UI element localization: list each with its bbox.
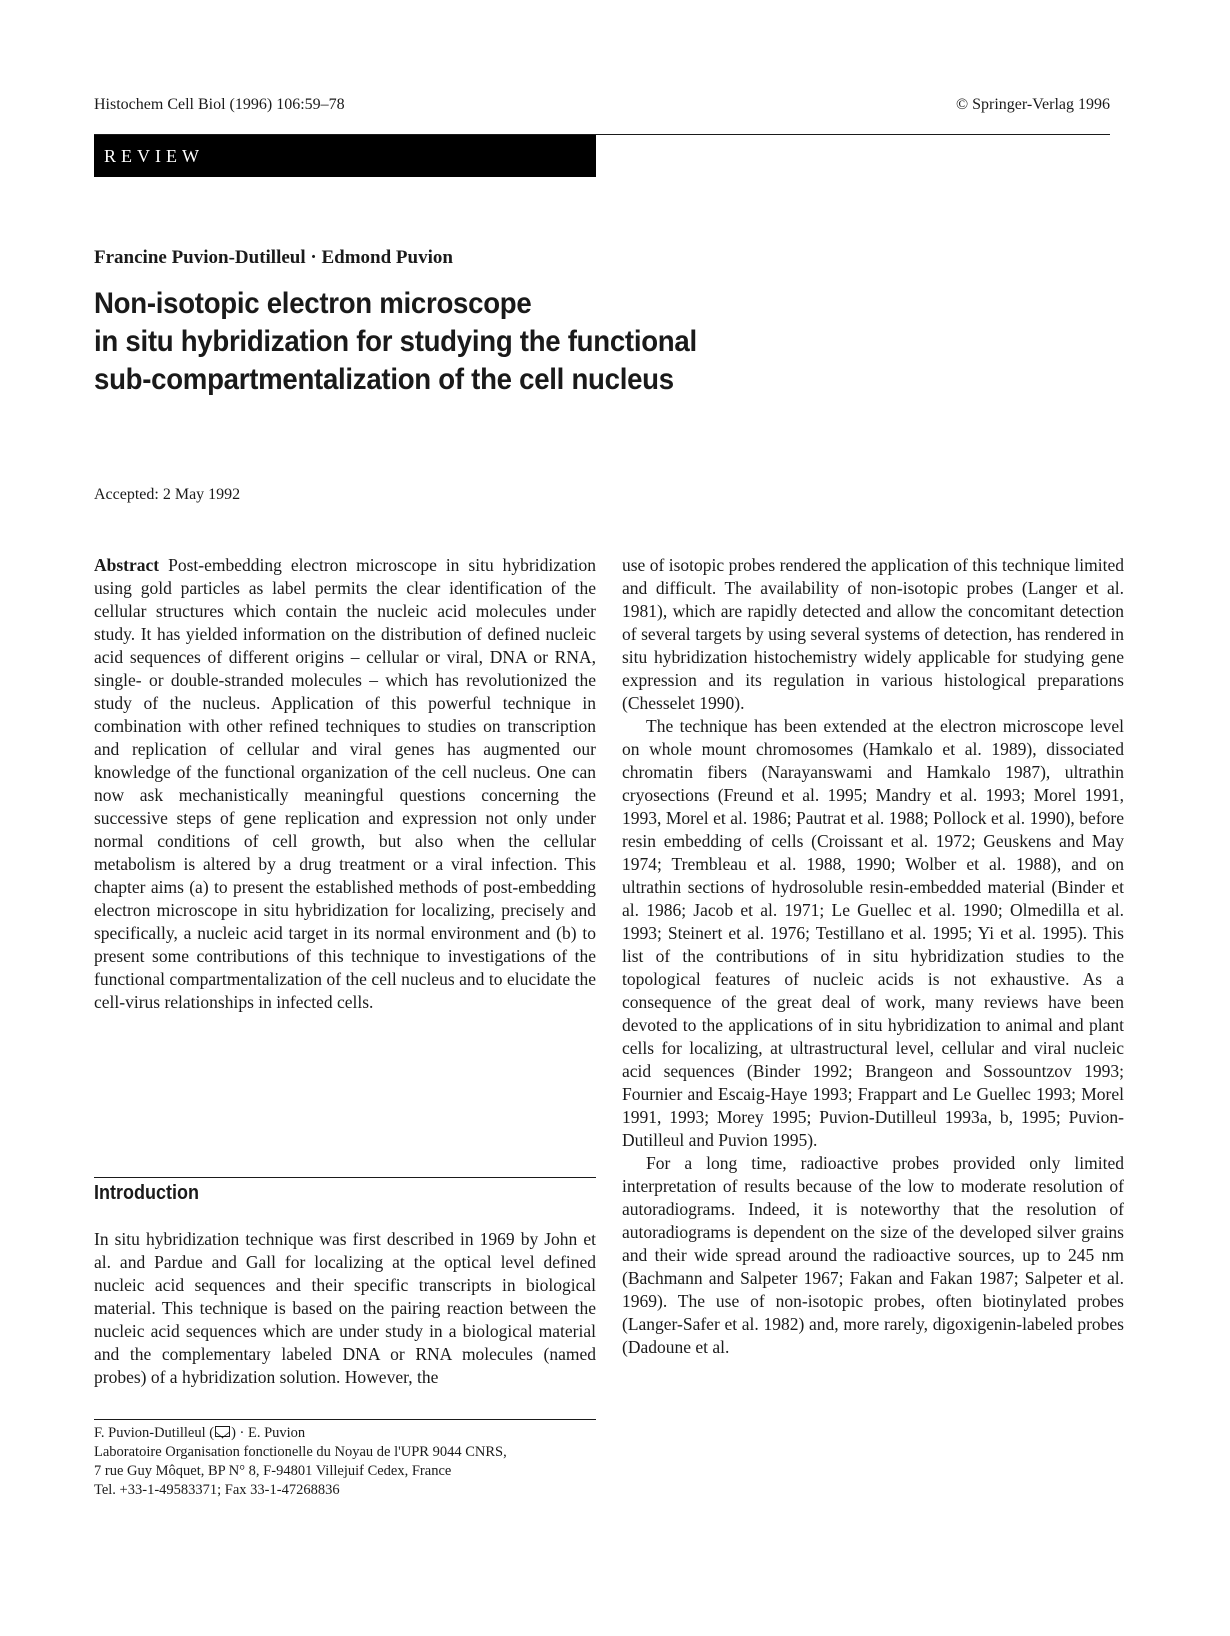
footnote-affiliation: Laboratoire Organisation fonctionelle du Noyau de l'UPR 9044 CNRS, [94, 1444, 507, 1460]
journal-citation: Histochem Cell Biol (1996) 106:59–78 [94, 96, 345, 113]
title-line-1: Non-isotopic electron microscope [94, 287, 532, 320]
accepted-date: Accepted: 2 May 1992 [94, 486, 241, 503]
authors: Francine Puvion-Dutilleul · Edmond Puvion [94, 247, 453, 268]
footnote-address: 7 rue Guy Môquet, BP N° 8, F-94801 Villejuif Cedex, France [94, 1463, 452, 1479]
introduction-paragraph-1-continued: use of isotopic probes rendered the application of this technique limited and difficult. The availability of non-isotopic probes (Langer et al. 1981), which are rapidly detected and allow the concomitant detection of several targets by using several systems of detection, has rendered in situ hybridization histochemistry widely applicable for studying gene expression and its regulation in various histological preparations (Chesselet 1990). [622, 555, 1124, 713]
abstract-label: Abstract [94, 555, 160, 575]
right-column [622, 554, 1124, 1359]
footnote-name-b: ) · E. Puvion [231, 1425, 306, 1441]
footnote-contact: Tel. +33-1-49583371; Fax 33-1-47268836 [94, 1482, 340, 1498]
introduction-paragraph-2: The technique has been extended at the electron microscope level on whole mount chromosomes (Hamkalo et al. 1989), dissociated chromatin fibers (Narayanswami and Hamkalo 1987), ultrathin cryosections (Freund et al. 1995; Mandry et al. 1993; Morel 1991, 1993, Morel et al. 1986; Pautrat et al. 1988; Pollock et al. 1990), before resin embedding of cells (Croissant et al. 1972; Geuskens and May 1974; Trembleau et al. 1988, 1990; Wolber et al. 1988), and on ultrathin sections of hydrosoluble resin-embedded material (Binder et al. 1986; Jacob et al. 1971; Le Guellec et al. 1990; Olmedilla et al. 1993; Steinert et al. 1976; Testillano et al. 1995; Yi et al. 1995). This list of the contributions of in situ hybridization studies to the topological features of nucleic acids is not exhaustive. As a consequence of the great deal of work, many reviews have been devoted to the applications of in situ hybridization to animal and plant cells for localizing, at ultrastructural level, cellular and viral nucleic acid sequences (Binder 1992; Brangeon and Sossountzov 1993; Fournier and Escaig-Haye 1993; Frappart and Le Guellec 1993; Morel 1991, 1993; Morey 1995; Puvion-Dutilleul 1993a, b, 1995; Puvion-Dutilleul and Puvion 1995). [622, 716, 1124, 1150]
section-label: REVIEW [94, 135, 596, 177]
title-line-3: sub-compartmentalization of the cell nucleus [94, 363, 674, 396]
abstract-text: Post-embedding electron microscope in situ hybridization using gold particles as label permits the clear identification of the cellular structures which contain the nucleic acid molecules under study. It has yielded information on the distribution of defined nucleic acid sequences of different origins – cellular or viral, DNA or RNA, single- or double-stranded molecules – which has revolutionized the study of the nucleus. Application of this powerful technique in combination with other refined techniques to studies on transcription and replication of cellular and viral genes has augmented our knowledge of the functional organization of the cell nucleus. One can now ask mechanistically meaningful questions concerning the successive steps of gene replication and expression not only under normal conditions of cell growth, but also when the cellular metabolism is altered by a drug treatment or a viral infection. This chapter aims (a) to present the established methods of post-embedding electron microscope in situ hybridization for localizing, precisely and specifically, a nucleic acid target in its normal environment and (b) to present some contributions of this technique to investigations of the functional compartmentalization of the cell nucleus and to elucidate the cell-virus relationships in infected cells. [94, 555, 596, 1012]
introduction-heading: Introduction [94, 1182, 199, 1204]
section-rule [94, 1177, 596, 1178]
abstract [94, 554, 596, 1014]
envelope-icon [215, 1426, 230, 1437]
introduction-paragraph-3: For a long time, radioactive probes provided only limited interpretation of results because of the low to moderate resolution of autoradiograms. Indeed, it is noteworthy that the resolution of autoradiograms is dependent on the size of the developed silver grains and their wide spread around the radioactive sources, up to 245 nm (Bachmann and Salpeter 1967; Fakan and Fakan 1987; Salpeter et al. 1969). The use of non-isotopic probes, often biotinylated probes (Langer-Safer et al. 1982) and, more rarely, digoxigenin-labeled probes (Dadoune et al. [622, 1153, 1124, 1357]
introduction-paragraph-1: In situ hybridization technique was first described in 1969 by John et al. and Pardue and Gall for localizing at the optical level defined nucleic acid sequences and their specific transcripts in biological material. This technique is based on the pairing reaction between the nucleic acid sequences which are under study in a biological material and the complementary labeled DNA or RNA molecules (named probes) of a hybridization solution. However, the [94, 1229, 596, 1387]
title-line-2: in situ hybridization for studying the functional [94, 325, 697, 358]
introduction-text [94, 1228, 596, 1389]
footnote-name-a: F. Puvion-Dutilleul ( [94, 1425, 215, 1441]
paper-title [94, 285, 848, 399]
footnote-rule [94, 1419, 596, 1420]
author-footnote [94, 1424, 596, 1500]
copyright-notice: © Springer-Verlag 1996 [955, 96, 1110, 113]
